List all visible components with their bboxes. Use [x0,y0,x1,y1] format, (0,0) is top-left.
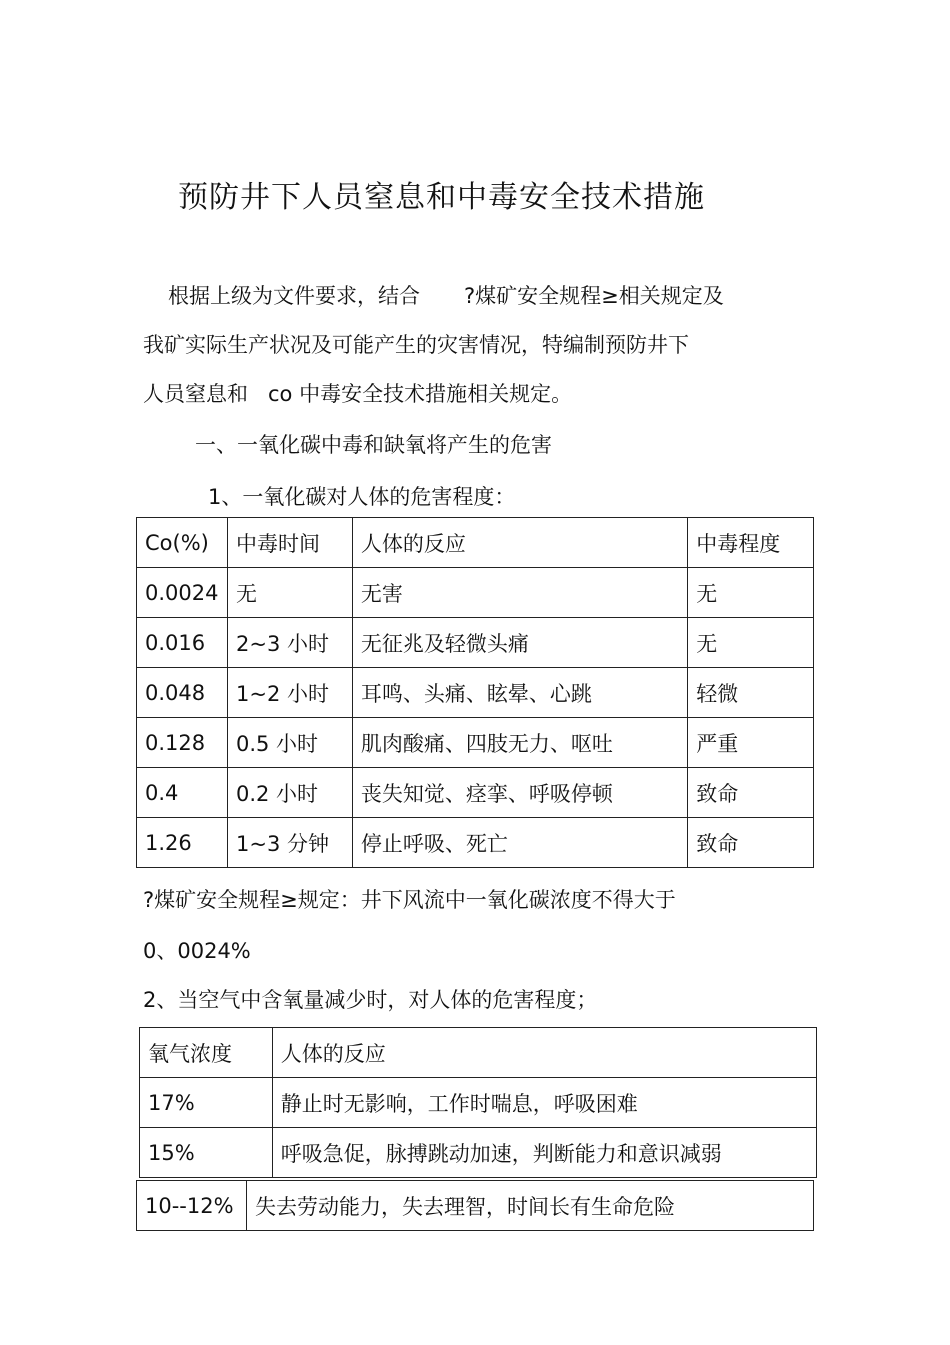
table-row [140,1078,817,1128]
table-cell: 呼吸急促，脉搏跳动加速，判断能力和意识减弱 [272,1128,816,1178]
header-cell: 氧气浓度 [140,1028,273,1078]
document-title: 预防井下人员窒息和中毒安全技术措施 [178,180,705,215]
co-hazard-table [136,517,814,868]
intro-line-3-part-b: co 中毒安全技术措施相关规定。 [268,382,573,406]
intro-line-1-part-a: 根据上级为文件要求，结合 [168,284,420,308]
table-cell: 0.5 小时 [227,718,352,768]
header-cell: 人体的反应 [352,518,687,568]
header-cell: 中毒时间 [227,518,352,568]
table-cell: 0.128 [137,718,228,768]
table-row [137,618,814,668]
table-cell: 1.26 [137,818,228,868]
table-header-row [137,518,814,568]
table-row [140,1128,817,1178]
intro-line-3 [143,378,572,408]
oxygen-hazard-table [139,1027,817,1178]
table-cell: 17% [140,1078,273,1128]
table-cell: 0.016 [137,618,228,668]
table-cell: 2~3 小时 [227,618,352,668]
table-cell: 静止时无影响，工作时喘息，呼吸困难 [272,1078,816,1128]
regulation-note-line-1: ?煤矿安全规程≥规定：井下风流中一氧化碳浓度不得大于 [143,888,676,912]
table-cell: 肌肉酸痛、四肢无力、呕吐 [352,718,687,768]
table-cell: 失去劳动能力，失去理智，时间长有生命危险 [246,1181,813,1231]
table-cell: 耳鸣、头痛、眩晕、心跳 [352,668,687,718]
sub-heading-1: 1、一氧化碳对人体的危害程度： [208,485,516,509]
sub-heading-2: 2、当空气中含氧量减少时，对人体的危害程度； [143,988,598,1012]
table-cell: 丧失知觉、痉挛、呼吸停顿 [352,768,687,818]
table-cell: 致命 [688,768,814,818]
header-cell: Co(%) [137,518,228,568]
table-cell: 无害 [352,568,687,618]
table-row [137,568,814,618]
table-row [137,1181,814,1231]
table-cell: 0.0024 [137,568,228,618]
table-cell: 0.4 [137,768,228,818]
table-cell: 1~2 小时 [227,668,352,718]
table-cell: 无征兆及轻微头痛 [352,618,687,668]
table-row [137,818,814,868]
table-row [137,768,814,818]
intro-line-2: 我矿实际生产状况及可能产生的灾害情况，特编制预防井下 [143,333,689,357]
table-cell: 10--12% [137,1181,247,1231]
intro-line-1-part-b: ?煤矿安全规程≥相关规定及 [464,284,724,308]
table-cell: 1~3 分钟 [227,818,352,868]
table-row [137,668,814,718]
table-cell: 停止呼吸、死亡 [352,818,687,868]
oxygen-hazard-table-continued [136,1180,814,1231]
header-cell: 中毒程度 [688,518,814,568]
table-cell: 无 [227,568,352,618]
intro-line-3-part-a: 人员窒息和 [143,382,248,406]
intro-line-1 [168,280,724,310]
table-cell: 0.2 小时 [227,768,352,818]
table-cell: 无 [688,618,814,668]
table-cell: 致命 [688,818,814,868]
table-cell: 轻微 [688,668,814,718]
table-row [137,718,814,768]
table-header-row [140,1028,817,1078]
table-cell: 0.048 [137,668,228,718]
table-cell: 15% [140,1128,273,1178]
table-cell: 严重 [688,718,814,768]
table-cell: 无 [688,568,814,618]
regulation-note-line-2: 0、0024% [143,939,251,963]
section-heading-1: 一、一氧化碳中毒和缺氧将产生的危害 [195,433,552,457]
header-cell: 人体的反应 [272,1028,816,1078]
